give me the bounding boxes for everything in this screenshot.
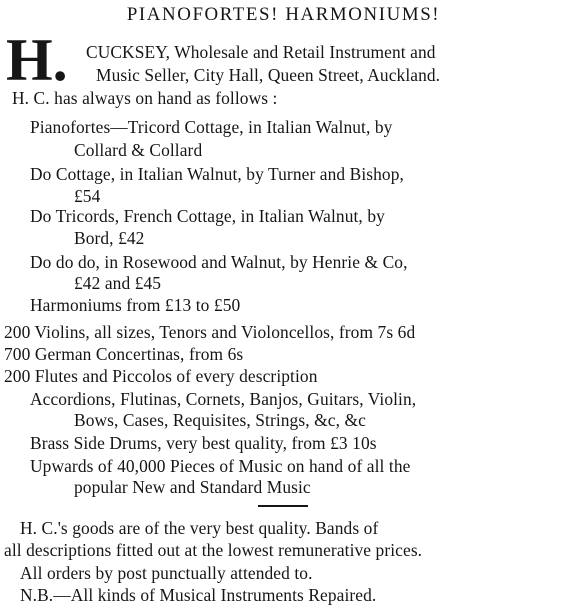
item-henrie-line-2: £42 and £45 xyxy=(74,273,162,293)
item-concertinas: 700 German Concertinas, from 6s xyxy=(4,344,244,364)
item-turner-line-1: Do Cottage, in Italian Walnut, by Turner and Bishop, xyxy=(30,164,404,184)
item-drums: Brass Side Drums, very best quality, from £3 10s xyxy=(30,433,377,453)
footer-quality-line-2: all descriptions fitted out at the lowest remunerative prices. xyxy=(4,540,423,560)
item-violins: 200 Violins, all sizes, Tenors and Violoncellos, from 7s 6d xyxy=(4,322,416,342)
intro-line-3: H. C. has always on hand as follows : xyxy=(12,88,278,108)
item-accordions-line-2: Bows, Cases, Requisites, Strings, &c, &c xyxy=(74,410,366,430)
drop-cap-initial: H. xyxy=(6,27,68,93)
headline: PIANOFORTES! HARMONIUMS! xyxy=(126,4,441,25)
item-flutes: 200 Flutes and Piccolos of every description xyxy=(4,366,318,386)
footer-repairs-note: N.B.—All kinds of Musical Instruments Repaired. xyxy=(20,585,377,605)
intro-line-2: Music Seller, City Hall, Queen Street, Auckland. xyxy=(96,65,441,85)
section-divider xyxy=(258,505,308,507)
footer-post: All orders by post punctually attended to. xyxy=(20,563,313,583)
item-accordions-line-1: Accordions, Flutinas, Cornets, Banjos, Guitars, Violin, xyxy=(30,389,417,409)
item-pianofortes-line-2: Collard & Collard xyxy=(74,140,203,160)
item-turner-line-2: £54 xyxy=(74,186,101,206)
item-harmoniums: Harmoniums from £13 to £50 xyxy=(30,295,241,315)
item-bord-line-1: Do Tricords, French Cottage, in Italian Walnut, by xyxy=(30,206,385,226)
intro-line-1: CUCKSEY, Wholesale and Retail Instrument and xyxy=(86,42,436,62)
item-music-line-1: Upwards of 40,000 Pieces of Music on hand of all the xyxy=(30,456,411,476)
item-henrie-line-1: Do do do, in Rosewood and Walnut, by Henrie & Co, xyxy=(30,252,408,272)
footer-quality-line-1: H. C.'s goods are of the very best quality. Bands of xyxy=(20,518,379,538)
item-music-line-2: popular New and Standard Music xyxy=(74,477,311,497)
item-pianofortes-line-1: Pianofortes—Tricord Cottage, in Italian Walnut, by xyxy=(30,117,393,137)
item-bord-line-2: Bord, £42 xyxy=(74,228,145,248)
